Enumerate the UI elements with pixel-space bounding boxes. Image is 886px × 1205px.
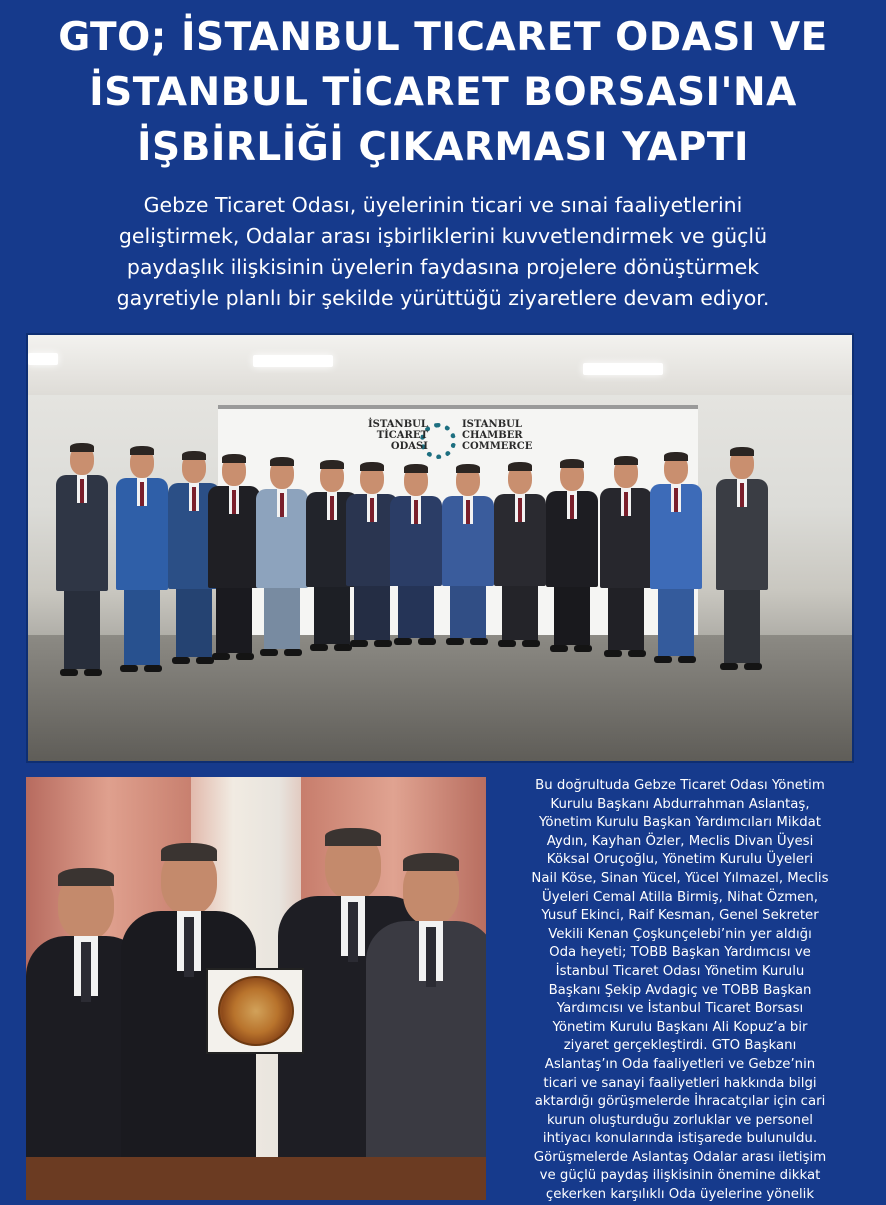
- body-line: Üyeleri Cemal Atilla Birmiş, Nihat Özmen,: [541, 889, 819, 905]
- headline-line-3: İŞBİRLİĞİ ÇIKARMASI YAPTI: [137, 125, 749, 170]
- person-figure: [366, 857, 486, 1200]
- body-line: Bu doğrultuda Gebze Ticaret Odası Yönetim: [535, 778, 825, 793]
- lead-line: geliştirmek, Odalar arası işbirliklerini kuvvetlendirmek ve güçlü: [118, 224, 768, 248]
- body-line: aktardığı görüşmelerde İhracatçılar için cari: [534, 1094, 826, 1110]
- person-figure: [716, 449, 768, 671]
- lead-line: Gebze Ticaret Odası, üyelerinin ticari ve sınai faaliyetlerini: [143, 193, 743, 217]
- person-figure: [390, 466, 442, 646]
- body-line: Başkanı Şekip Avdagiç ve TOBB Başkan: [548, 982, 812, 998]
- body-line: Yönetim Kurulu Başkanı Ali Kopuz’a bir: [552, 1019, 808, 1035]
- lead-line: gayretiyle planlı bir şekilde yürüttüğü ziyaretlere devam ediyor.: [116, 286, 770, 310]
- lead-line: paydaşlık ilişkisinin üyelerin faydasına projelere dönüştürmek: [126, 255, 760, 279]
- body-line: ve güçlü paydaş ilişkisinin önemine dikkat: [539, 1168, 821, 1184]
- headline-line-2: İSTANBUL TİCARET BORSASI'NA: [89, 70, 797, 115]
- group-photo: [26, 333, 854, 763]
- body-line: çekerken karşılıklı Oda üyelerine yönelik: [545, 1187, 815, 1203]
- body-line: Nail Köse, Sinan Yücel, Yücel Yılmazel, Meclis: [531, 870, 829, 886]
- headline-line-1: GTO; İSTANBUL TICARET ODASI VE: [58, 15, 828, 60]
- person-figure: [56, 445, 108, 677]
- person-figure: [600, 458, 652, 658]
- body-line: ihtiyacı konularında istişarede bulunuldu.: [542, 1131, 818, 1147]
- body-line: Yardımcısı ve İstanbul Ticaret Borsası: [556, 1001, 804, 1017]
- article-body: [491, 777, 869, 1205]
- photo-ceiling: [28, 335, 852, 395]
- person-figure: [546, 461, 598, 653]
- person-figure: [256, 459, 308, 657]
- sign-right: ISTANBUL CHAMBER COMMERCE: [462, 419, 533, 452]
- sign-left: İSTANBUL TİCARET ODASI: [368, 419, 428, 452]
- body-line: Kurulu Başkanı Abdurrahman Aslantaş,: [550, 796, 810, 812]
- body-line: Aydın, Kayhan Özler, Meclis Divan Üyesi: [546, 833, 814, 849]
- person-figure: [494, 464, 546, 648]
- body-line: Köksal Oruçoğlu, Yönetim Kurulu Üyeleri: [546, 852, 814, 868]
- plaque-emblem-icon: [218, 976, 294, 1046]
- body-line: Görüşmelerde Aslantaş Odalar arası iletişim: [533, 1149, 827, 1165]
- body-line: ziyaret gerçekleştirdi. GTO Başkanı: [563, 1038, 797, 1054]
- ceiling-light: [28, 353, 58, 365]
- article-headline: [0, 10, 886, 175]
- body-line: Vekili Kenan Çoşkunçelebi’nin yer aldığı: [548, 926, 812, 942]
- ceiling-light: [253, 355, 333, 367]
- person-figure: [650, 454, 702, 664]
- person-figure: [208, 456, 260, 661]
- body-line: Oda heyeti; TOBB Başkan Yardımcısı ve: [549, 945, 811, 961]
- body-line: ticari ve sanayi faaliyetleri hakkında bilgi: [543, 1075, 817, 1091]
- body-line: Yusuf Ekinci, Raif Kesman, Genel Sekreter: [541, 908, 819, 924]
- body-line: Yönetim Kurulu Başkan Yardımcıları Mikdat: [538, 815, 822, 831]
- body-line: İstanbul Ticaret Odası Yönetim Kurulu: [555, 963, 805, 979]
- body-line: kurun oluşturduğu zorluklar ve personel: [547, 1112, 813, 1128]
- lead-paragraph: [20, 190, 866, 314]
- person-figure: [442, 466, 494, 646]
- ceiling-light: [583, 363, 663, 375]
- desk: [26, 1157, 486, 1200]
- award-plaque: [206, 968, 304, 1054]
- body-line: Aslantaş’ın Oda faaliyetleri ve Gebze’nin: [544, 1056, 816, 1072]
- person-figure: [116, 448, 168, 673]
